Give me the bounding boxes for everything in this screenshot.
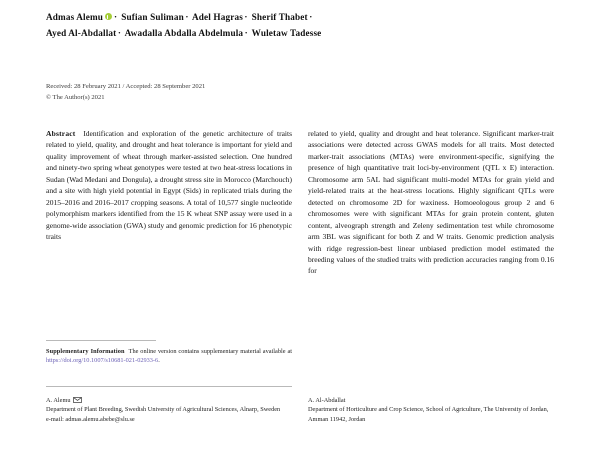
affiliation-author-name: A. Al-Abdallat (308, 397, 346, 404)
author-line-2 (46, 26, 526, 42)
author-name: Adel Hagras (192, 12, 243, 22)
publication-dates (46, 82, 296, 103)
affiliation-right (308, 396, 554, 424)
affiliation-email-line (46, 415, 292, 424)
orcid-icon[interactable] (105, 13, 112, 20)
abstract-column-right: related to yield, quality and drought and heat tolerance. Significant marker-trait associations were detected across GWAS models for all traits. Most detected marker-trait associations (MTAs) were environment-specific, signifying the presence of high quantitative trait loci-by-environment (QTL x E) interaction. Chromosome arm 5AL had significant multi-model MTAs for grain yield and yield-related traits at the heat-stress locations. Highly significant QTLs were detected on chromosome 2D for waxiness. Homoeologous group 2 and 6 chromosomes were with significant MTAs for grain protein content, gluten content, alveograph strength and Zeleny sedimentation test while chromosome arm 3BL was significant for both Z and W traits. Genomic prediction analysis with ridge regression-best linear unbiased prediction model estimated the breeding values of the studied traits with prediction accuracies ranging from 0.16 for (308, 129, 554, 276)
supplementary-text: The online version contains supplementary material available at (128, 348, 292, 355)
footnote-divider-bottom (46, 386, 292, 387)
author-separator: · (185, 12, 189, 22)
affiliation-author-name: A. Alemu (46, 397, 71, 404)
copyright-line: © The Author(s) 2021 (46, 93, 105, 101)
affiliation-left (46, 396, 292, 424)
author-line-1 (46, 10, 526, 26)
email-label: e-mail: (46, 415, 64, 423)
author-separator: · (244, 27, 248, 38)
author-separator: · (244, 12, 248, 22)
affiliation-address: Department of Plant Breeding, Swedish University of Agricultural Sciences, Alnarp, Sweden (46, 406, 281, 414)
affiliation-address: Department of Horticulture and Crop Science, School of Agriculture, The University of Jordan, Amman 11942, Jordan (308, 406, 549, 423)
abstract-label: Abstract (46, 129, 76, 138)
abstract-column-left (46, 128, 292, 243)
supplementary-information (46, 347, 292, 366)
received-accepted-line: Received: 28 February 2021 / Accepted: 28 September 2021 (46, 83, 206, 90)
envelope-icon (73, 397, 82, 403)
author-separator: · (114, 12, 118, 22)
abstract-text-left: Identification and exploration of the genetic architecture of traits related to yield, quality, and drought and heat tolerance is important for yield and quality improvement of wheat through marker-assisted selection. One hundred and ninety-two spring wheat genotypes were tested at two heat-stress locations in Sudan (Wad Medani and Dongula), a drought stress site in Morocco (Marchouch) and a site with high yield potential in Egypt (Sids) in replicated trials during the 2015–2016 and 2016–2017 cropping seasons. A total of 10,577 single nucleotide polymorphism markers identified from the 15 K wheat SNP assay were used in a genome-wide association (GWA) study and genomic prediction for 16 phenotypic traits (46, 129, 292, 242)
author-separator: · (117, 27, 122, 38)
footnote-divider-top (46, 340, 156, 341)
email-address[interactable]: admas.alemu.abebe@slu.se (65, 415, 135, 423)
author-name: Sherif Thabet (251, 12, 308, 22)
doi-link[interactable]: https://doi.org/10.1007/s10681-021-02933-6 (46, 357, 159, 365)
author-list (46, 10, 526, 41)
author-name: Admas Alemu (46, 12, 104, 22)
author-name: Awadalla Abdalla Abdelmula (124, 27, 244, 38)
author-name: Ayed Al-Abdallat (46, 27, 117, 38)
affiliation-author-name-wrapper (46, 396, 292, 405)
supplementary-trailing: . (158, 357, 160, 365)
author-name: Wuletaw Tadesse (251, 27, 322, 38)
supplementary-label: Supplementary Information (46, 348, 125, 355)
author-name: Sufian Suliman (121, 12, 184, 22)
author-separator: · (309, 12, 313, 22)
